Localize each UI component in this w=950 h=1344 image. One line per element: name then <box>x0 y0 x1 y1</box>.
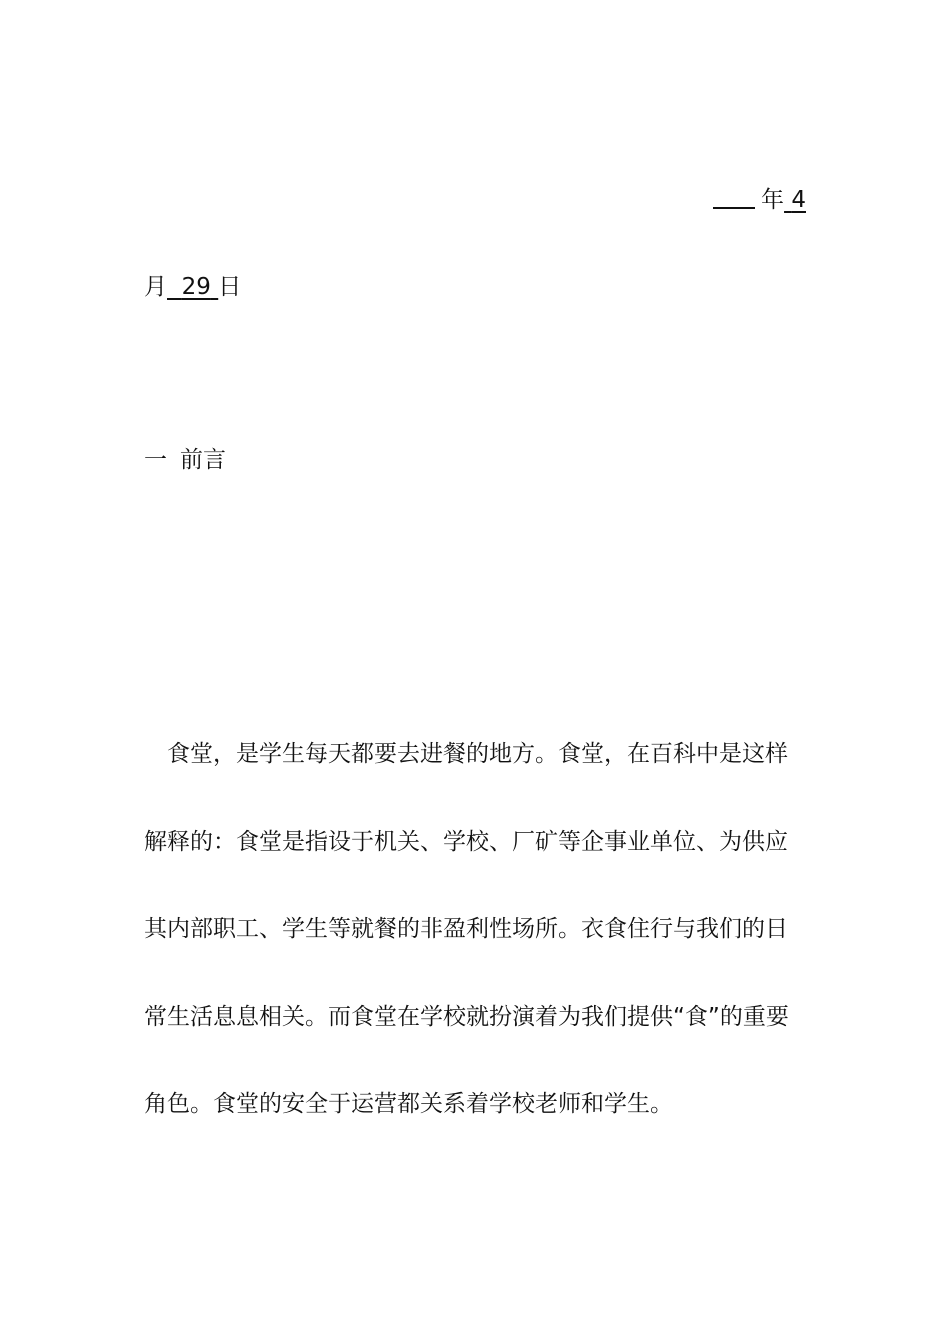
month-suffix: 月 <box>144 274 167 300</box>
day-value: 29 <box>181 274 211 300</box>
paragraph-line: 其内部职工、学生等就餐的非盈利性场所。衣食住行与我们的日 <box>144 916 788 942</box>
paragraph-line: 角色。食堂的安全于运营都关系着学校老师和学生。 <box>144 1091 673 1117</box>
year-blank <box>713 185 755 209</box>
section-number: 一 <box>144 447 167 473</box>
date-day-line <box>144 271 241 303</box>
year-suffix: 年 <box>761 187 785 213</box>
section-title: 前言 <box>180 447 226 473</box>
paragraph-line: 解释的：食堂是指设于机关、学校、厂矿等企事业单位、为供应 <box>144 828 788 855</box>
intro-paragraph <box>144 736 804 1174</box>
paragraph-line: 食堂，是学生每天都要去进餐的地方。食堂，在百科中是这样 <box>144 741 788 767</box>
paragraph-line: 常生活息息相关。而食堂在学校就扮演着为我们提供“食”的重要 <box>144 1003 789 1030</box>
day-suffix: 日 <box>218 274 242 300</box>
month-value: 4 <box>791 187 806 213</box>
section-heading <box>144 444 226 476</box>
date-year-month-line <box>713 184 806 216</box>
